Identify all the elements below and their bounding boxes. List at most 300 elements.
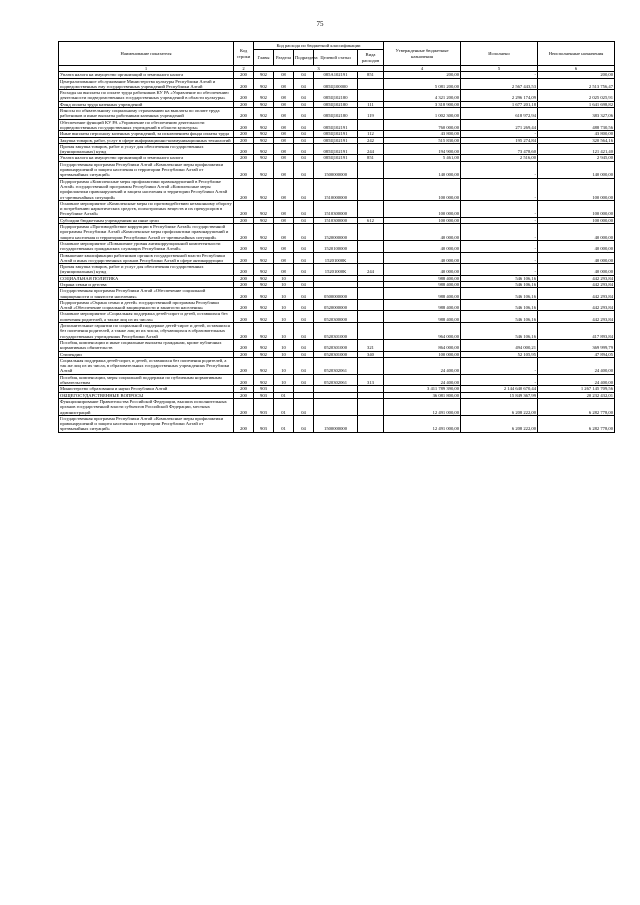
cell-approved: 140 000,00 (384, 161, 461, 178)
cell-target: 0500000000 (314, 288, 358, 300)
cell-executed: 73 478,60 (461, 143, 538, 155)
cell-approved: 100 000,00 (384, 351, 461, 357)
cell-unexecuted: 2 513 756,47 (538, 78, 615, 90)
cell-subsection: 04 (294, 415, 314, 432)
cell-executed: 2 567 443,53 (461, 78, 538, 90)
cell-name: Министерство образования и науки Республики Алтай (59, 386, 234, 392)
cell-unexecuted: 6 282 778,00 (538, 398, 615, 415)
cell-approved: 988 400,00 (384, 311, 461, 323)
cell-line-code: 200 (234, 288, 254, 300)
cell-target: 085Ц102180 (314, 101, 358, 107)
cell-head: 902 (254, 252, 274, 264)
table-row (59, 78, 615, 90)
cell-section: 08 (274, 137, 294, 143)
cell-executed: - (461, 217, 538, 223)
cell-subsection: 04 (294, 264, 314, 276)
cell-section: 10 (274, 288, 294, 300)
cell-unexecuted: 2 025 025,91 (538, 90, 615, 102)
cell-expense-type (358, 252, 384, 264)
cell-approved: 40 000,00 (384, 264, 461, 276)
cell-line-code: 200 (234, 252, 254, 264)
cell-name: Уплата налога на имущество организаций и земельного налога (59, 155, 234, 161)
cell-head: 902 (254, 288, 274, 300)
header-head: Главы (254, 50, 274, 66)
cell-target: 0520301000 (314, 339, 358, 351)
cell-executed: 618 972,94 (461, 108, 538, 120)
cell-head: 902 (254, 275, 274, 281)
cell-line-code: 200 (234, 224, 254, 241)
cell-executed: 6 208 222,00 (461, 398, 538, 415)
cell-approved: 988 400,00 (384, 288, 461, 300)
cell-target: 1510300000 (314, 217, 358, 223)
cell-executed: - (461, 72, 538, 78)
cell-section: 08 (274, 108, 294, 120)
cell-section: 10 (274, 281, 294, 287)
table-row (59, 224, 615, 241)
cell-subsection: 04 (294, 108, 314, 120)
cell-line-code: 200 (234, 323, 254, 340)
cell-section: 10 (274, 357, 294, 374)
cell-unexecuted: 1 641 698,82 (538, 101, 615, 107)
cell-executed: 1 677 201,18 (461, 101, 538, 107)
cell-name: Уплата налога на имущество организаций и земельного налога (59, 72, 234, 78)
cell-head: 903 (254, 398, 274, 415)
cell-unexecuted: 40 000,00 (538, 224, 615, 241)
cell-name: Расходы на выплаты по оплате труда работников КУ РА «Управление по обеспечению деятельности подведомственных государственных учреждений в области культуры» (59, 90, 234, 102)
cell-unexecuted: 40 000,00 (538, 264, 615, 276)
cell-line-code: 200 (234, 299, 254, 311)
cell-head: 902 (254, 217, 274, 223)
cell-head: 902 (254, 224, 274, 241)
cell-name: Повышение квалификации работников органов государственной власти Республики Алтай и иных государственных органов Республики Алтай в сфере антикоррупции (59, 252, 234, 264)
table-row (59, 288, 615, 300)
header-classification: Код расхода по бюджетной классификации (254, 42, 384, 50)
cell-section: 10 (274, 275, 294, 281)
cell-subsection: 04 (294, 200, 314, 217)
cell-target (314, 398, 358, 415)
cell-target: 1520100000 (314, 240, 358, 252)
cell-executed: 52 105,95 (461, 351, 538, 357)
cell-unexecuted: 320 564,16 (538, 137, 615, 143)
cell-line-code: 200 (234, 217, 254, 223)
cell-head: 902 (254, 240, 274, 252)
cell-target: 0520000000 (314, 299, 358, 311)
cell-name: Взносы по обязательному социальному страхованию на выплаты по оплате труда работников и иные выплаты работникам казенных учреждений (59, 108, 234, 120)
cell-executed: - (461, 252, 538, 264)
cell-expense-type: 112 (358, 131, 384, 137)
cell-section: 10 (274, 323, 294, 340)
cell-section: 08 (274, 264, 294, 276)
cell-line-code: 200 (234, 264, 254, 276)
cell-name: Закупка товаров, работ, услуг в сфере информационно-коммуникационных технологий (59, 137, 234, 143)
cell-line-code: 200 (234, 137, 254, 143)
cell-unexecuted: 24 400,00 (538, 357, 615, 374)
cell-name: Субсидии бюджетным учреждениям на иные цели (59, 217, 234, 223)
cell-head: 902 (254, 108, 274, 120)
cell-head: 902 (254, 137, 274, 143)
cell-section: 08 (274, 217, 294, 223)
cell-head: 902 (254, 72, 274, 78)
cell-expense-type: 851 (358, 72, 384, 78)
header-name: Наименование показателя (59, 42, 234, 66)
table-row (59, 311, 615, 323)
cell-head: 902 (254, 131, 274, 137)
cell-unexecuted: 140 000,00 (538, 161, 615, 178)
cell-section: 08 (274, 155, 294, 161)
cell-line-code: 200 (234, 72, 254, 78)
cell-approved: 964 000,00 (384, 323, 461, 340)
cell-name: Дополнительные гарантии по социальной поддержке детей-сирот и детей, оставшихся без попечения родителей, а также лиц из их числа, обучающихся в образовательных государственных учреждениях Республики Алтай (59, 323, 234, 340)
cell-section: 08 (274, 224, 294, 241)
cell-target: 085Ц100000 (314, 78, 358, 90)
cell-name: СОЦИАЛЬНАЯ ПОЛИТИКА (59, 275, 234, 281)
cell-subsection: 04 (294, 90, 314, 102)
header-executed: Исполнено (461, 42, 538, 66)
header-line-code: Код строки (234, 42, 254, 66)
cell-name: Государственная программа Республики Алтай «Комплексные меры профилактики правонарушений и защита населения и территории Республики Алтай от чрезвычайных ситуаций» (59, 415, 234, 432)
cell-approved: 24 400,00 (384, 374, 461, 386)
cell-line-code: 200 (234, 155, 254, 161)
cell-expense-type (358, 119, 384, 131)
cell-line-code: 200 (234, 281, 254, 287)
cell-target: 15201000К (314, 252, 358, 264)
cell-target: 1500000000 (314, 161, 358, 178)
cell-target: 0520302061 (314, 357, 358, 374)
cell-executed: 546 106,16 (461, 281, 538, 287)
cell-name: Прочая закупка товаров, работ и услуг для обеспечения государственных (муниципальных) нужд (59, 264, 234, 276)
cell-section: 08 (274, 119, 294, 131)
cell-subsection: 04 (294, 252, 314, 264)
cell-line-code: 200 (234, 415, 254, 432)
cell-subsection: 04 (294, 217, 314, 223)
cell-target: 15201000К (314, 264, 358, 276)
cell-subsection: 04 (294, 101, 314, 107)
cell-target: 085Ц102191 (314, 131, 358, 137)
cell-subsection: 04 (294, 161, 314, 178)
cell-executed: - (461, 131, 538, 137)
cell-approved: 100 000,00 (384, 217, 461, 223)
cell-unexecuted: 43 800,00 (538, 131, 615, 137)
cell-approved: 12 491 000,00 (384, 398, 461, 415)
cell-target: 1510000000 (314, 178, 358, 200)
cell-line-code: 200 (234, 374, 254, 386)
table-row (59, 161, 615, 178)
cell-executed: 546 106,16 (461, 299, 538, 311)
column-number: 5 (461, 66, 538, 72)
table-body (59, 72, 615, 432)
header-approved: Утвержденные бюджетные назначения (384, 42, 461, 66)
header-target: Целевой статьи (314, 50, 358, 66)
cell-subsection: 04 (294, 155, 314, 161)
cell-head: 902 (254, 101, 274, 107)
cell-head: 902 (254, 339, 274, 351)
cell-target: 085Ц102191 (314, 137, 358, 143)
cell-head: 902 (254, 299, 274, 311)
header-subsection: Подраздела (294, 50, 314, 66)
cell-executed: - (461, 357, 538, 374)
cell-approved: 36 081 800,00 (384, 392, 461, 398)
cell-line-code: 200 (234, 311, 254, 323)
cell-approved: 12 491 000,00 (384, 415, 461, 432)
cell-unexecuted: 2 945,00 (538, 155, 615, 161)
cell-line-code: 200 (234, 392, 254, 398)
cell-unexecuted: 40 000,00 (538, 252, 615, 264)
cell-approved: 3 411 789 390,00 (384, 386, 461, 392)
cell-name: Стипендии (59, 351, 234, 357)
cell-executed: - (461, 240, 538, 252)
cell-section: 01 (274, 392, 294, 398)
cell-unexecuted: 369 999,79 (538, 339, 615, 351)
column-number: 2 (234, 66, 254, 72)
cell-unexecuted: 200,00 (538, 72, 615, 78)
cell-name: Социальная поддержка детей-сирот, и детей, оставшихся без попечения родителей, а так же лиц из их числа, в образовательных государственных учреждениях Республики Алтай (59, 357, 234, 374)
cell-expense-type (358, 78, 384, 90)
cell-expense-type (358, 311, 384, 323)
cell-line-code: 200 (234, 275, 254, 281)
cell-approved: 43 800,00 (384, 131, 461, 137)
cell-head: 902 (254, 200, 274, 217)
cell-head: 902 (254, 119, 274, 131)
table-row (59, 200, 615, 217)
table-row (59, 119, 615, 131)
cell-unexecuted: 100 000,00 (538, 200, 615, 217)
cell-executed: - (461, 161, 538, 178)
cell-executed: 195 274,84 (461, 137, 538, 143)
cell-approved: 760 000,00 (384, 119, 461, 131)
cell-subsection: 04 (294, 143, 314, 155)
cell-section: 01 (274, 398, 294, 415)
cell-expense-type: 612 (358, 217, 384, 223)
table-row (59, 299, 615, 311)
cell-target: 0520301000 (314, 323, 358, 340)
cell-section: 08 (274, 161, 294, 178)
cell-subsection: 04 (294, 281, 314, 287)
cell-approved: 988 400,00 (384, 281, 461, 287)
cell-section: 10 (274, 374, 294, 386)
cell-executed: 15 849 367,99 (461, 392, 538, 398)
header-unexecuted: Неисполненные назначения (538, 42, 615, 66)
cell-section: 08 (274, 131, 294, 137)
table-row (59, 398, 615, 415)
cell-section: 10 (274, 311, 294, 323)
cell-target: 085Ц102191 (314, 119, 358, 131)
cell-section: 10 (274, 351, 294, 357)
table-row (59, 155, 615, 161)
cell-line-code: 200 (234, 398, 254, 415)
cell-executed: 494 000,21 (461, 339, 538, 351)
cell-head: 902 (254, 281, 274, 287)
cell-executed: 271 269,44 (461, 119, 538, 131)
table-row (59, 137, 615, 143)
cell-unexecuted: 417 893,84 (538, 323, 615, 340)
cell-approved: 194 900,00 (384, 143, 461, 155)
cell-expense-type: 111 (358, 101, 384, 107)
cell-expense-type (358, 178, 384, 200)
cell-unexecuted: 442 293,84 (538, 281, 615, 287)
cell-subsection: 04 (294, 119, 314, 131)
cell-head: 902 (254, 351, 274, 357)
cell-section: 08 (274, 90, 294, 102)
cell-name: ОБЩЕГОСУДАРСТВЕННЫЕ ВОПРОСЫ (59, 392, 234, 398)
page-number: 75 (316, 20, 324, 28)
cell-name: Функционирование Правительства Российской Федерации, высших исполнительных органов государственной власти субъектов Российской Федерации, местных администраций (59, 398, 234, 415)
cell-subsection: 04 (294, 311, 314, 323)
cell-name: Государственная программа Республики Алтай «Комплексные меры профилактики правонарушений и защита населения и территории Республики Алтай от чрезвычайных ситуаций» (59, 161, 234, 178)
cell-executed: 2 516,00 (461, 155, 538, 161)
cell-subsection: 04 (294, 374, 314, 386)
table-row (59, 90, 615, 102)
cell-line-code: 200 (234, 119, 254, 131)
cell-unexecuted: 24 400,00 (538, 374, 615, 386)
cell-target: 085Ц102180 (314, 90, 358, 102)
cell-executed: - (461, 178, 538, 200)
cell-section: 08 (274, 252, 294, 264)
cell-name: Прочая закупка товаров, работ и услуг для обеспечения государственных (муниципальных) нужд (59, 143, 234, 155)
cell-executed: - (461, 224, 538, 241)
cell-head: 902 (254, 78, 274, 90)
cell-line-code: 200 (234, 386, 254, 392)
cell-unexecuted: 100 000,00 (538, 178, 615, 200)
cell-subsection: 04 (294, 78, 314, 90)
column-number: 4 (384, 66, 461, 72)
cell-unexecuted: 442 293,84 (538, 275, 615, 281)
cell-head: 902 (254, 264, 274, 276)
cell-target: 085Ц102180 (314, 108, 358, 120)
cell-unexecuted: 383 327,06 (538, 108, 615, 120)
cell-approved: 988 400,00 (384, 299, 461, 311)
cell-section: 08 (274, 178, 294, 200)
cell-head: 903 (254, 386, 274, 392)
cell-expense-type: 242 (358, 137, 384, 143)
cell-subsection: 04 (294, 398, 314, 415)
table-row (59, 374, 615, 386)
cell-expense-type: 244 (358, 264, 384, 276)
cell-name: Обеспечение функций КУ РА «Управление по обеспечению деятельности подведомственных государственных учреждений в области культуры» (59, 119, 234, 131)
cell-name: Подпрограмма «Комплексные меры профилактики правонарушений в Республике Алтай» государственной программы Республики Алтай «Комплексные меры профилактики правонарушений и защита населения и территории Республики Алтай от чрезвычайных ситуаций» (59, 178, 234, 200)
cell-section: 08 (274, 200, 294, 217)
cell-approved: 100 000,00 (384, 178, 461, 200)
cell-line-code: 200 (234, 351, 254, 357)
cell-unexecuted: 6 282 778,00 (538, 415, 615, 432)
budget-execution-table (58, 41, 615, 433)
cell-target: 085А102191 (314, 72, 358, 78)
table-row (59, 143, 615, 155)
cell-subsection: 04 (294, 72, 314, 78)
cell-expense-type (358, 288, 384, 300)
cell-head: 902 (254, 161, 274, 178)
cell-expense-type (358, 398, 384, 415)
cell-subsection: 04 (294, 137, 314, 143)
header-section: Раздела (274, 50, 294, 66)
cell-section: 08 (274, 101, 294, 107)
cell-target: 0520301000 (314, 351, 358, 357)
cell-unexecuted: 1 267 145 709,56 (538, 386, 615, 392)
cell-approved: 100 000,00 (384, 200, 461, 217)
cell-approved: 40 000,00 (384, 252, 461, 264)
cell-expense-type (358, 357, 384, 374)
cell-executed: - (461, 264, 538, 276)
cell-line-code: 200 (234, 339, 254, 351)
cell-target: 0520300000 (314, 311, 358, 323)
cell-line-code: 200 (234, 178, 254, 200)
cell-expense-type: 321 (358, 339, 384, 351)
cell-unexecuted: 442 293,84 (538, 311, 615, 323)
cell-executed: 546 106,16 (461, 311, 538, 323)
table-row (59, 108, 615, 120)
cell-name: Централизованное обслуживание Министерства культуры Республики Алтай и подведомственных ему государственных учреждений Республики Алтай (59, 78, 234, 90)
cell-subsection: 04 (294, 357, 314, 374)
cell-subsection: 04 (294, 323, 314, 340)
cell-head: 902 (254, 90, 274, 102)
cell-subsection: 04 (294, 351, 314, 357)
cell-line-code: 200 (234, 200, 254, 217)
cell-executed: 6 208 222,00 (461, 415, 538, 432)
cell-unexecuted: 442 293,84 (538, 288, 615, 300)
table-row (59, 252, 615, 264)
cell-expense-type: 313 (358, 374, 384, 386)
cell-expense-type: 119 (358, 108, 384, 120)
cell-unexecuted: 121 421,40 (538, 143, 615, 155)
cell-unexecuted: 488 730,56 (538, 119, 615, 131)
cell-line-code: 200 (234, 161, 254, 178)
cell-name: Основное мероприятие «Комплексные меры по противодействию незаконному обороту и потреблению наркотических средств, психотропных веществ и их прекурсоров в Республике Алтай» (60, 200, 232, 217)
cell-unexecuted: 40 000,00 (538, 240, 615, 252)
cell-approved: 5 461,00 (384, 155, 461, 161)
table-row (59, 415, 615, 432)
cell-name: Подпрограмма «Охрана семьи и детей» государственной программы Республики Алтай «Обеспечение социальной защищенности и занятости населения» (59, 299, 234, 311)
column-number: 1 (59, 66, 234, 72)
cell-executed: 2 144 640 670,44 (461, 386, 538, 392)
cell-subsection: 04 (294, 288, 314, 300)
cell-target: 1510300000 (314, 200, 358, 217)
cell-subsection: 04 (294, 339, 314, 351)
cell-head: 903 (254, 392, 274, 398)
cell-head: 903 (254, 415, 274, 432)
cell-head: 902 (254, 311, 274, 323)
cell-name: Фонд оплаты труда казенных учреждений (59, 101, 234, 107)
cell-target: 1500000000 (314, 415, 358, 432)
cell-expense-type: 851 (358, 155, 384, 161)
cell-approved: 988 400,00 (384, 275, 461, 281)
cell-section: 08 (274, 72, 294, 78)
cell-head: 902 (254, 178, 274, 200)
cell-approved: 40 000,00 (384, 224, 461, 241)
cell-section: 08 (274, 143, 294, 155)
column-number: 6 (538, 66, 615, 72)
cell-line-code: 200 (234, 143, 254, 155)
cell-expense-type: 340 (358, 351, 384, 357)
cell-name: Пособия, компенсации и иные социальные выплаты гражданам, кроме публичных нормативных обязательств (59, 339, 234, 351)
table-row (59, 240, 615, 252)
cell-target: 085Ц102191 (314, 155, 358, 161)
table-row (59, 357, 615, 374)
cell-section: 08 (274, 78, 294, 90)
cell-subsection: 04 (294, 299, 314, 311)
cell-target: 1520000000 (314, 224, 358, 241)
column-number: 3 (254, 66, 384, 72)
cell-subsection: 04 (294, 240, 314, 252)
cell-expense-type (358, 240, 384, 252)
cell-name: Государственная программа Республики Алтай «Обеспечение социальной защищенности и занятости населения» (59, 288, 234, 300)
cell-expense-type (358, 224, 384, 241)
cell-unexecuted: 47 894,05 (538, 351, 615, 357)
cell-head: 902 (254, 143, 274, 155)
cell-target: 0520302061 (314, 374, 358, 386)
cell-line-code: 200 (234, 357, 254, 374)
cell-target: 085Ц102191 (314, 143, 358, 155)
cell-name: Охрана семьи и детства (59, 281, 234, 287)
cell-executed: 546 106,16 (461, 323, 538, 340)
